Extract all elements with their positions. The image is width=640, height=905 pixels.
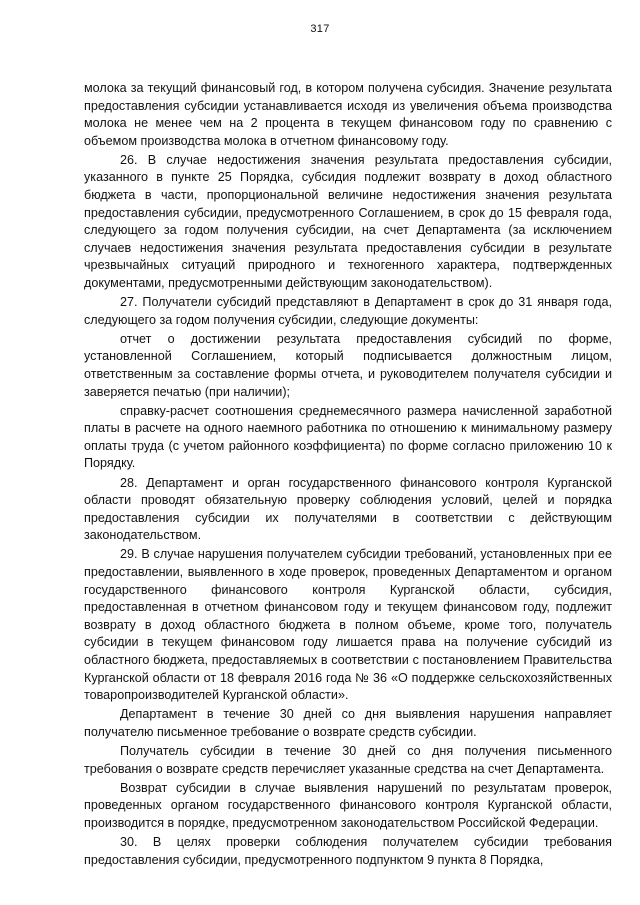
- page-number: 317: [310, 23, 330, 35]
- document-body: [84, 80, 612, 869]
- paragraph-30: 30. В целях проверки соблюдения получателем субсидии требования предоставления субсидии, предусмотренного подпунктом 9 пункта 8 Порядка,: [84, 834, 612, 867]
- paragraph-28: 28. Департамент и орган государственного финансового контроля Курганской области проводят обязательную проверку соблюдения условий, целей и порядка предоставления субсидии их получателями в соответствии с действующим законодательством.: [84, 475, 612, 543]
- paragraph-continuation: молока за текущий финансовый год, в котором получена субсидия. Значение результата предоставления субсидии устанавливается исходя из увеличения объема производства молока не менее чем на 2 процента в текущем финансовом году по сравнению с объемом производства молока в отчетном финансовому году.: [84, 81, 612, 148]
- paragraph-department-notice: Департамент в течение 30 дней со дня выявления нарушения направляет получателю письменное требование о возврате средств субсидии.: [84, 707, 612, 739]
- paragraph-return: Возврат субсидии в случае выявления нарушений по результатам проверок, проведенных органом государственного финансового контроля Курганской области, производится в порядке, предусмотренном законодательством Российской Федерации.: [84, 780, 612, 830]
- paragraph-report: отчет о достижении результата предоставления субсидий по форме, установленной Соглашением, который подписывается должностным лицом, ответственным за составление формы отчета, и руководителем получателя субсидии и заверяется печатью (при наличии);: [84, 331, 612, 399]
- paragraph-29: 29. В случае нарушения получателем субсидии требований, установленных при ее предоставлении, выявленного в ходе проверок, проведенных Департаментом и органом государственного финансового контроля Курганской области, субсидия, предоставленная в отчетном финансовом году и текущем финансовом году, подлежит возврату в доход областного бюджета в полном объеме, кроме того, получатель субсидии в текущем финансовом году лишается права на получение субсидий из областного бюджета, предоставляемых в соответствии с постановлением Правительства Курганской области от 18 февраля 2016 года № 36 «О поддержке сельскохозяйственных товаропроизводителей Курганской области».: [84, 547, 612, 703]
- paragraph-27: 27. Получатели субсидий представляют в Департамент в срок до 31 января года, следующего за годом получения субсидии, следующие документы:: [84, 295, 612, 327]
- paragraph-refund: Получатель субсидии в течение 30 дней со дня получения письменного требования о возврате средств перечисляет указанные средства на счет Департамента.: [84, 743, 612, 776]
- paragraph-calculation: справку-расчет соотношения среднемесячного размера начисленной заработной платы в расчете на одного наемного работника по отношению к минимальному размеру оплаты труда (с учетом районного коэффициента) по форме согласно приложению 10 к Порядку.: [84, 403, 612, 471]
- paragraph-26: 26. В случае недостижения значения результата предоставления субсидии, указанного в пункте 25 Порядка, субсидия подлежит возврату в доход областного бюджета в части, пропорциональной величине недостижения значения результата предоставления субсидии, предусмотренного Соглашением, в срок до 15 февраля года, следующего за годом получения субсидии, на счет Департамента (за исключением случаев недостижения значения результата предоставления субсидии в результате чрезвычайных ситуаций природного и техногенного характера, подтвержденных документами, предусмотренными действующим законодательством).: [84, 152, 612, 291]
